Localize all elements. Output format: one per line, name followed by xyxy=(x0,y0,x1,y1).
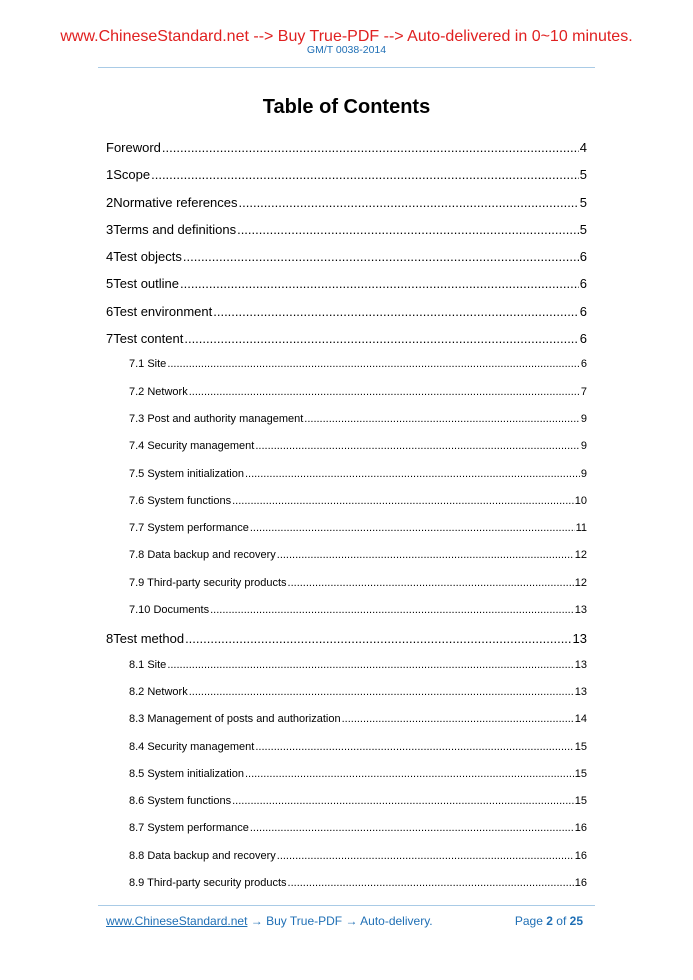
toc-entry[interactable] xyxy=(106,413,587,440)
toc-leader-dots xyxy=(255,440,580,452)
toc-entry-number: 5 xyxy=(106,276,114,292)
toc-leader-dots xyxy=(232,795,574,807)
toc-entry-title: Test objects xyxy=(113,249,182,265)
toc-entry[interactable] xyxy=(106,440,587,467)
toc-entry-title: Test method xyxy=(113,631,185,647)
toc-entry[interactable] xyxy=(106,304,587,331)
toc-entry-title: 8.4 Security management xyxy=(129,740,255,753)
header-divider xyxy=(98,67,595,68)
toc-entry[interactable] xyxy=(106,741,587,768)
toc-leader-dots xyxy=(250,822,574,834)
toc-entry-title: 7.3 Post and authority management xyxy=(129,412,304,425)
page-total: 25 xyxy=(569,914,583,928)
toc-entry-title: 7.1 Site xyxy=(129,358,167,371)
toc-entry-title: Terms and definitions xyxy=(113,221,237,237)
footer-divider xyxy=(98,905,595,906)
toc-entry-title: 7.7 System performance xyxy=(129,522,249,535)
toc-entry-title: 7.8 Data backup and recovery xyxy=(129,549,276,562)
toc-entry-page: 6 xyxy=(579,249,587,265)
toc-entry-title: Normative references xyxy=(113,194,238,210)
toc-entry[interactable] xyxy=(106,140,587,167)
toc-entry-title: 8.1 Site xyxy=(129,658,167,671)
toc-entry-page: 15 xyxy=(574,795,587,808)
standard-code: GM/T 0038-2014 xyxy=(306,44,387,56)
page-number xyxy=(515,914,583,928)
toc-entry-page: 13 xyxy=(574,604,587,617)
toc-entry[interactable] xyxy=(106,276,587,303)
page-of: of xyxy=(556,914,567,928)
toc-entry-title: 8.7 System performance xyxy=(129,822,249,835)
toc-entry-number: 1 xyxy=(106,167,114,183)
toc-entry[interactable] xyxy=(106,331,587,358)
toc-entry[interactable] xyxy=(106,768,587,795)
toc-entry[interactable] xyxy=(106,468,587,495)
toc-entry[interactable] xyxy=(106,795,587,822)
toc-entry-page: 9 xyxy=(580,467,587,480)
toc-entry-title: 7.2 Network xyxy=(129,385,188,398)
toc-entry-title: Foreword xyxy=(106,140,161,155)
toc-entry-page: 15 xyxy=(574,767,587,780)
toc-entry[interactable] xyxy=(106,877,587,904)
toc-entry-title: 7.10 Documents xyxy=(129,604,210,617)
toc-entry[interactable] xyxy=(106,195,587,222)
toc-leader-dots xyxy=(239,195,579,210)
toc-entry[interactable] xyxy=(106,249,587,276)
toc-entry[interactable] xyxy=(106,495,587,522)
toc-leader-dots xyxy=(245,468,580,480)
toc-entry[interactable] xyxy=(106,386,587,413)
page-title: Table of Contents xyxy=(262,96,431,118)
toc-entry[interactable] xyxy=(106,659,587,686)
toc-entry-title: Test outline xyxy=(113,276,179,292)
arrow-icon: → xyxy=(345,914,358,928)
toc-entry-page: 14 xyxy=(574,713,587,726)
toc-entry[interactable] xyxy=(106,604,587,631)
toc-entry-title: 8.8 Data backup and recovery xyxy=(129,849,276,862)
toc-entry-title: 7.5 System initialization xyxy=(129,467,244,480)
toc-entry-page: 10 xyxy=(574,494,587,507)
toc-entry-page: 6 xyxy=(579,276,587,292)
toc-entry-page: 13 xyxy=(572,631,587,647)
toc-leader-dots xyxy=(162,140,579,155)
toc-entry-title: 7.9 Third-party security products xyxy=(129,576,287,589)
toc-leader-dots xyxy=(288,577,574,589)
toc-entry[interactable] xyxy=(106,713,587,740)
toc-leader-dots xyxy=(184,331,578,346)
toc-leader-dots xyxy=(342,713,574,725)
toc-leader-dots xyxy=(232,495,574,507)
toc-entry-page: 16 xyxy=(574,877,587,890)
toc-leader-dots xyxy=(237,222,579,237)
toc-leader-dots xyxy=(183,249,579,264)
toc-leader-dots xyxy=(180,276,579,291)
toc-leader-dots xyxy=(250,522,575,534)
toc-entry[interactable] xyxy=(106,549,587,576)
toc-leader-dots xyxy=(167,659,573,671)
toc-entry-number: 3 xyxy=(106,221,114,237)
toc-entry-title: 8.6 System functions xyxy=(129,795,232,808)
toc-entry-title: 7.6 System functions xyxy=(129,494,232,507)
toc-leader-dots xyxy=(189,386,580,398)
toc-entry-page: 4 xyxy=(579,140,587,155)
toc-leader-dots xyxy=(304,413,580,425)
toc-entry-page: 6 xyxy=(579,303,587,319)
toc-entry-page: 16 xyxy=(574,822,587,835)
banner-link[interactable]: www.ChineseStandard.net --> Buy True-PDF --> Auto-delivered in 0~10 minutes. xyxy=(60,28,633,45)
toc-entry-number: 4 xyxy=(106,249,114,265)
toc-leader-dots xyxy=(189,686,574,698)
toc-entry-title: 8.3 Management of posts and authorization xyxy=(129,713,341,726)
toc-entry[interactable] xyxy=(106,822,587,849)
toc-leader-dots xyxy=(277,549,574,561)
toc-leader-dots xyxy=(185,631,571,646)
toc-leader-dots xyxy=(210,604,574,616)
toc-leader-dots xyxy=(288,877,574,889)
toc-entry-page: 9 xyxy=(580,440,587,453)
toc-entry[interactable] xyxy=(106,222,587,249)
toc-entry-title: Test content xyxy=(113,331,184,347)
footer-buy-link[interactable]: Buy True-PDF xyxy=(266,914,343,928)
toc-entry-page: 7 xyxy=(580,385,587,398)
footer-links xyxy=(106,914,433,928)
toc-entry-title: 7.4 Security management xyxy=(129,440,255,453)
toc-entry[interactable] xyxy=(106,358,587,385)
toc-entry-number: 8 xyxy=(106,631,114,647)
toc-entry-title: Scope xyxy=(113,167,151,183)
toc-entry-page: 6 xyxy=(579,331,587,347)
toc-entry-title: 8.5 System initialization xyxy=(129,767,244,780)
toc-entry-page: 15 xyxy=(574,740,587,753)
toc-entry-page: 11 xyxy=(575,522,587,535)
toc-leader-dots xyxy=(151,167,579,182)
toc-entry-page: 9 xyxy=(580,412,587,425)
toc-entry[interactable] xyxy=(106,631,587,658)
toc-entry-page: 6 xyxy=(580,358,587,371)
toc-entry-title: 8.2 Network xyxy=(129,685,188,698)
table-of-contents xyxy=(106,140,587,904)
toc-entry-page: 5 xyxy=(579,221,587,237)
footer-site-link[interactable]: www.ChineseStandard.net xyxy=(106,914,248,928)
toc-entry-number: 7 xyxy=(106,331,114,347)
toc-entry-page: 13 xyxy=(574,685,587,698)
footer-delivery-text: Auto-delivery. xyxy=(360,914,433,928)
toc-entry[interactable] xyxy=(106,686,587,713)
toc-leader-dots xyxy=(245,768,574,780)
toc-entry-page: 12 xyxy=(574,576,587,589)
toc-entry[interactable] xyxy=(106,167,587,194)
toc-leader-dots xyxy=(277,850,574,862)
toc-entry-page: 16 xyxy=(574,849,587,862)
toc-entry-page: 13 xyxy=(574,658,587,671)
toc-entry-number: 2 xyxy=(106,194,114,210)
arrow-icon: → xyxy=(250,914,263,928)
toc-entry[interactable] xyxy=(106,577,587,604)
toc-entry[interactable] xyxy=(106,850,587,877)
toc-entry-page: 5 xyxy=(579,167,587,183)
toc-entry-page: 12 xyxy=(574,549,587,562)
toc-entry-number: 6 xyxy=(106,303,114,319)
toc-entry-page: 5 xyxy=(579,194,587,210)
toc-entry-title: Test environment xyxy=(113,303,213,319)
toc-leader-dots xyxy=(213,304,579,319)
toc-entry-title: 8.9 Third-party security products xyxy=(129,877,287,890)
toc-leader-dots xyxy=(167,358,580,370)
toc-leader-dots xyxy=(255,741,573,753)
page-current: 2 xyxy=(546,914,553,928)
toc-entry[interactable] xyxy=(106,522,587,549)
page-label: Page xyxy=(514,914,543,928)
